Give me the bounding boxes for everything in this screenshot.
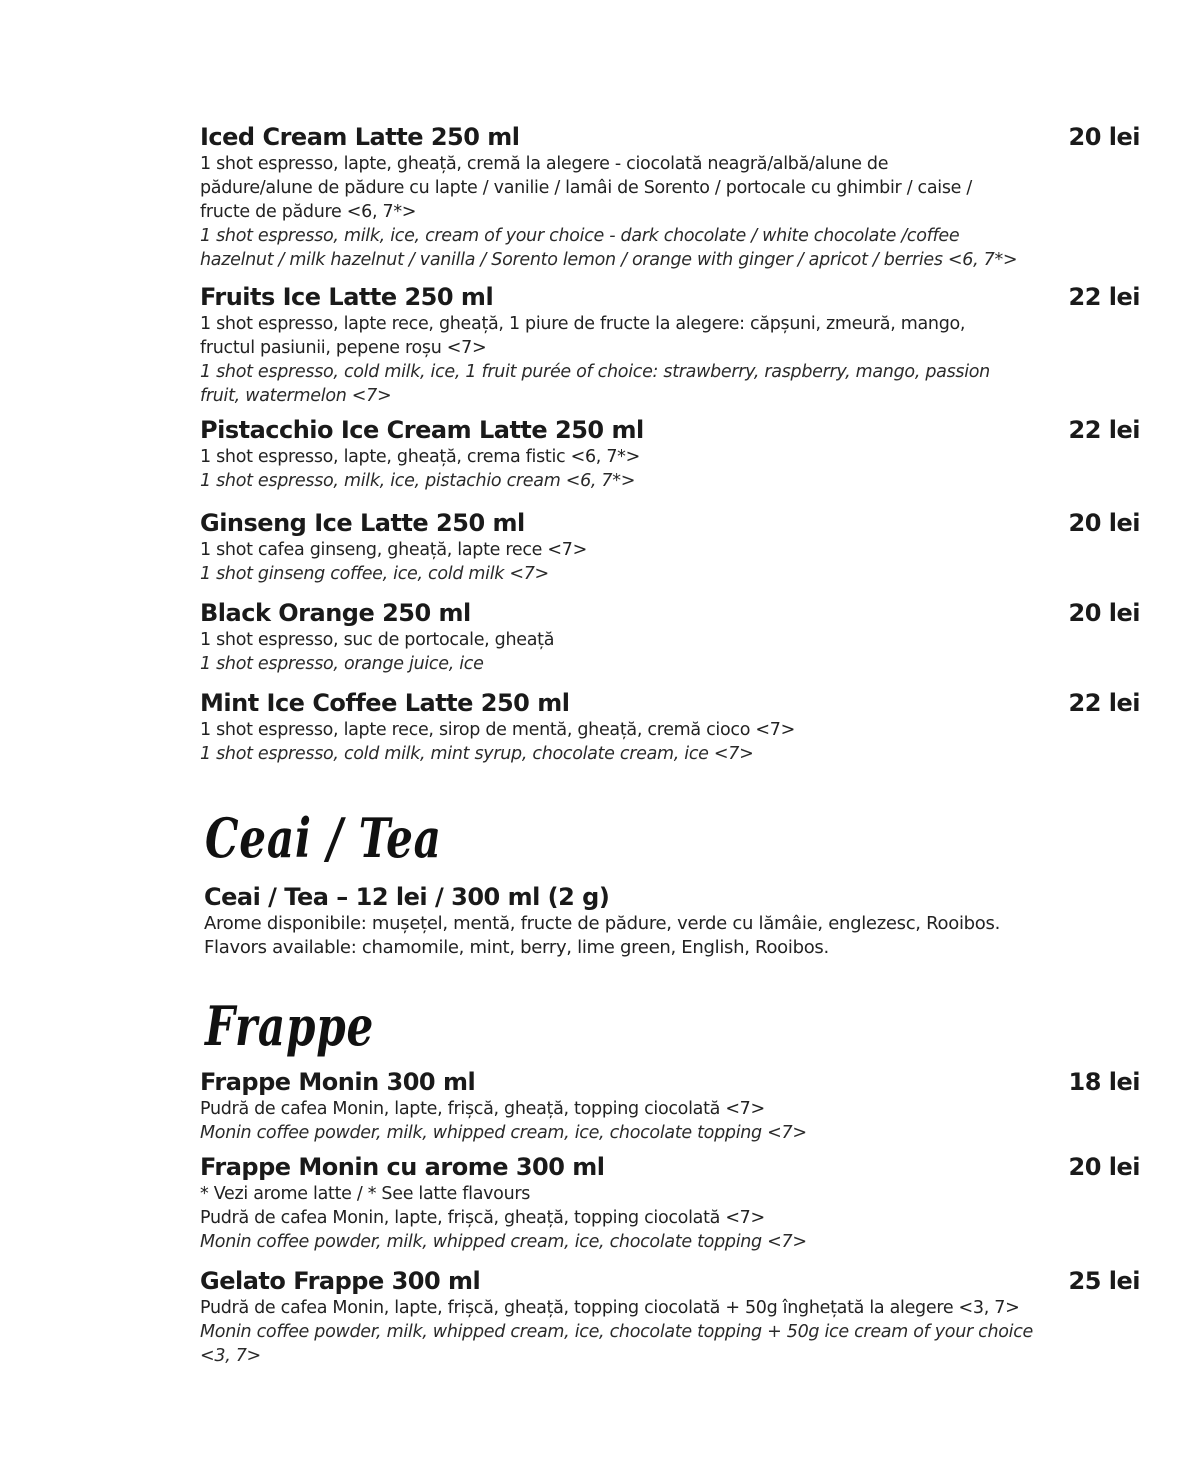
item-price: 22 lei [1068,283,1140,311]
description-line: 1 shot espresso, lapte, gheață, cremă la alegere - ciocolată neagră/albă/alune de [200,154,889,174]
item-price: 20 lei [1068,599,1140,627]
description-line: 1 shot espresso, milk, ice, pistachio cream <6, 7*> [200,471,636,491]
item-description-ro [200,718,1140,742]
description-line: 1 shot ginseng coffee, ice, cold milk <7> [200,564,549,584]
item-description-ro [200,312,1140,360]
menu-item-black-orange [200,598,1140,676]
item-name: Pistacchio Ice Cream Latte 250 ml [200,416,644,444]
item-header [204,882,1144,912]
item-name: Iced Cream Latte 250 ml [200,123,520,151]
item-description-ro [200,538,1140,562]
section-title-frappe: Frappe [205,994,375,1058]
menu-item-gelato-frappe [200,1266,1140,1368]
item-header [200,598,1140,628]
item-description-ro [200,1206,1140,1230]
item-price: 18 lei [1068,1068,1140,1096]
menu-item-pistacchio-ice-cream-latte [200,415,1140,493]
item-description-en [200,360,1140,408]
description-line: hazelnut / milk hazelnut / vanilla / Sorento lemon / orange with ginger / apricot / berries <6, 7*> [200,250,1018,270]
description-line: 1 shot espresso, lapte, gheață, crema fistic <6, 7*> [200,447,640,467]
item-description-ro [200,1097,1140,1121]
item-name: Gelato Frappe 300 ml [200,1267,481,1295]
menu-item-tea [204,882,1144,960]
item-header [200,1152,1140,1182]
item-price: 20 lei [1068,123,1140,151]
item-name: Fruits Ice Latte 250 ml [200,283,494,311]
item-price: 22 lei [1068,689,1140,717]
item-description-en [200,562,1140,586]
description-line: 1 shot espresso, lapte rece, gheață, 1 piure de fructe la alegere: căpșuni, zmeură, mango, [200,314,966,334]
description-line: Monin coffee powder, milk, whipped cream, ice, chocolate topping <7> [200,1123,807,1143]
item-description-en [200,1121,1140,1145]
description-line: fructul pasiunii, pepene roșu <7> [200,338,487,358]
item-price: 25 lei [1068,1267,1140,1295]
description-line: 1 shot espresso, cold milk, ice, 1 fruit purée of choice: strawberry, raspberry, mango, passion [200,362,990,382]
item-description-en [200,742,1140,766]
description-line: 1 shot espresso, orange juice, ice [200,654,484,674]
description-line: Monin coffee powder, milk, whipped cream, ice, chocolate topping + 50g ice cream of your choice [200,1322,1034,1342]
description-line: fructe de pădure <6, 7*> [200,202,417,222]
item-description-ro [200,1296,1140,1320]
item-name: Frappe Monin 300 ml [200,1068,476,1096]
item-note [200,1182,1140,1206]
item-description-en: Flavors available: chamomile, mint, berry, lime green, English, Rooibos. [204,937,829,958]
menu-item-iced-cream-latte [200,122,1140,272]
item-header [200,688,1140,718]
item-description-en [200,1320,1140,1368]
item-name: Mint Ice Coffee Latte 250 ml [200,689,570,717]
item-name: Black Orange 250 ml [200,599,471,627]
item-name: Ginseng Ice Latte 250 ml [200,509,525,537]
item-header [200,415,1140,445]
item-description-ro [200,445,1140,469]
description-line: 1 shot espresso, lapte rece, sirop de mentă, gheață, cremă cioco <7> [200,720,795,740]
item-price: 20 lei [1068,509,1140,537]
menu-item-frappe-monin-cu-arome [200,1152,1140,1254]
item-description-en [200,1230,1140,1254]
item-name: Frappe Monin cu arome 300 ml [200,1153,605,1181]
section-title-tea: Ceai / Tea [205,806,442,870]
item-name: Ceai / Tea – 12 lei / 300 ml (2 g) [204,883,610,911]
description-line: Pudră de cafea Monin, lapte, frișcă, gheață, topping ciocolată <7> [200,1208,765,1228]
item-header [200,282,1140,312]
item-header [200,1067,1140,1097]
item-price: 22 lei [1068,416,1140,444]
note-line: * Vezi arome latte / * See latte flavours [200,1184,531,1204]
description-line: Pudră de cafea Monin, lapte, frișcă, gheață, topping ciocolată + 50g înghețată la alegere <3, 7> [200,1298,1020,1318]
item-description-ro: Arome disponibile: mușețel, mentă, fructe de pădure, verde cu lămâie, englezesc, Rooibos. [204,913,1001,934]
item-description-en [200,652,1140,676]
description-line: fruit, watermelon <7> [200,386,392,406]
description-line: 1 shot espresso, suc de portocale, gheață [200,630,555,650]
description-line: Monin coffee powder, milk, whipped cream, ice, chocolate topping <7> [200,1232,807,1252]
item-description-en [200,469,1140,493]
item-description-en [200,224,1140,272]
menu-item-frappe-monin [200,1067,1140,1145]
description-line: <3, 7> [200,1346,261,1366]
description-line: pădure/alune de pădure cu lapte / vanilie / lamâi de Sorento / portocale cu ghimbir / caise / [200,178,973,198]
menu-item-fruits-ice-latte [200,282,1140,408]
item-header [200,122,1140,152]
item-description-ro [200,628,1140,652]
description-line: Pudră de cafea Monin, lapte, frișcă, gheață, topping ciocolată <7> [200,1099,765,1119]
item-header [200,1266,1140,1296]
item-description-ro [200,152,1140,224]
description-line: 1 shot espresso, cold milk, mint syrup, chocolate cream, ice <7> [200,744,754,764]
item-header [200,508,1140,538]
description-line: 1 shot cafea ginseng, gheață, lapte rece <7> [200,540,587,560]
menu-item-mint-ice-coffee-latte [200,688,1140,766]
description-line: 1 shot espresso, milk, ice, cream of your choice - dark chocolate / white chocolate /coffee [200,226,960,246]
menu-item-ginseng-ice-latte [200,508,1140,586]
item-price: 20 lei [1068,1153,1140,1181]
